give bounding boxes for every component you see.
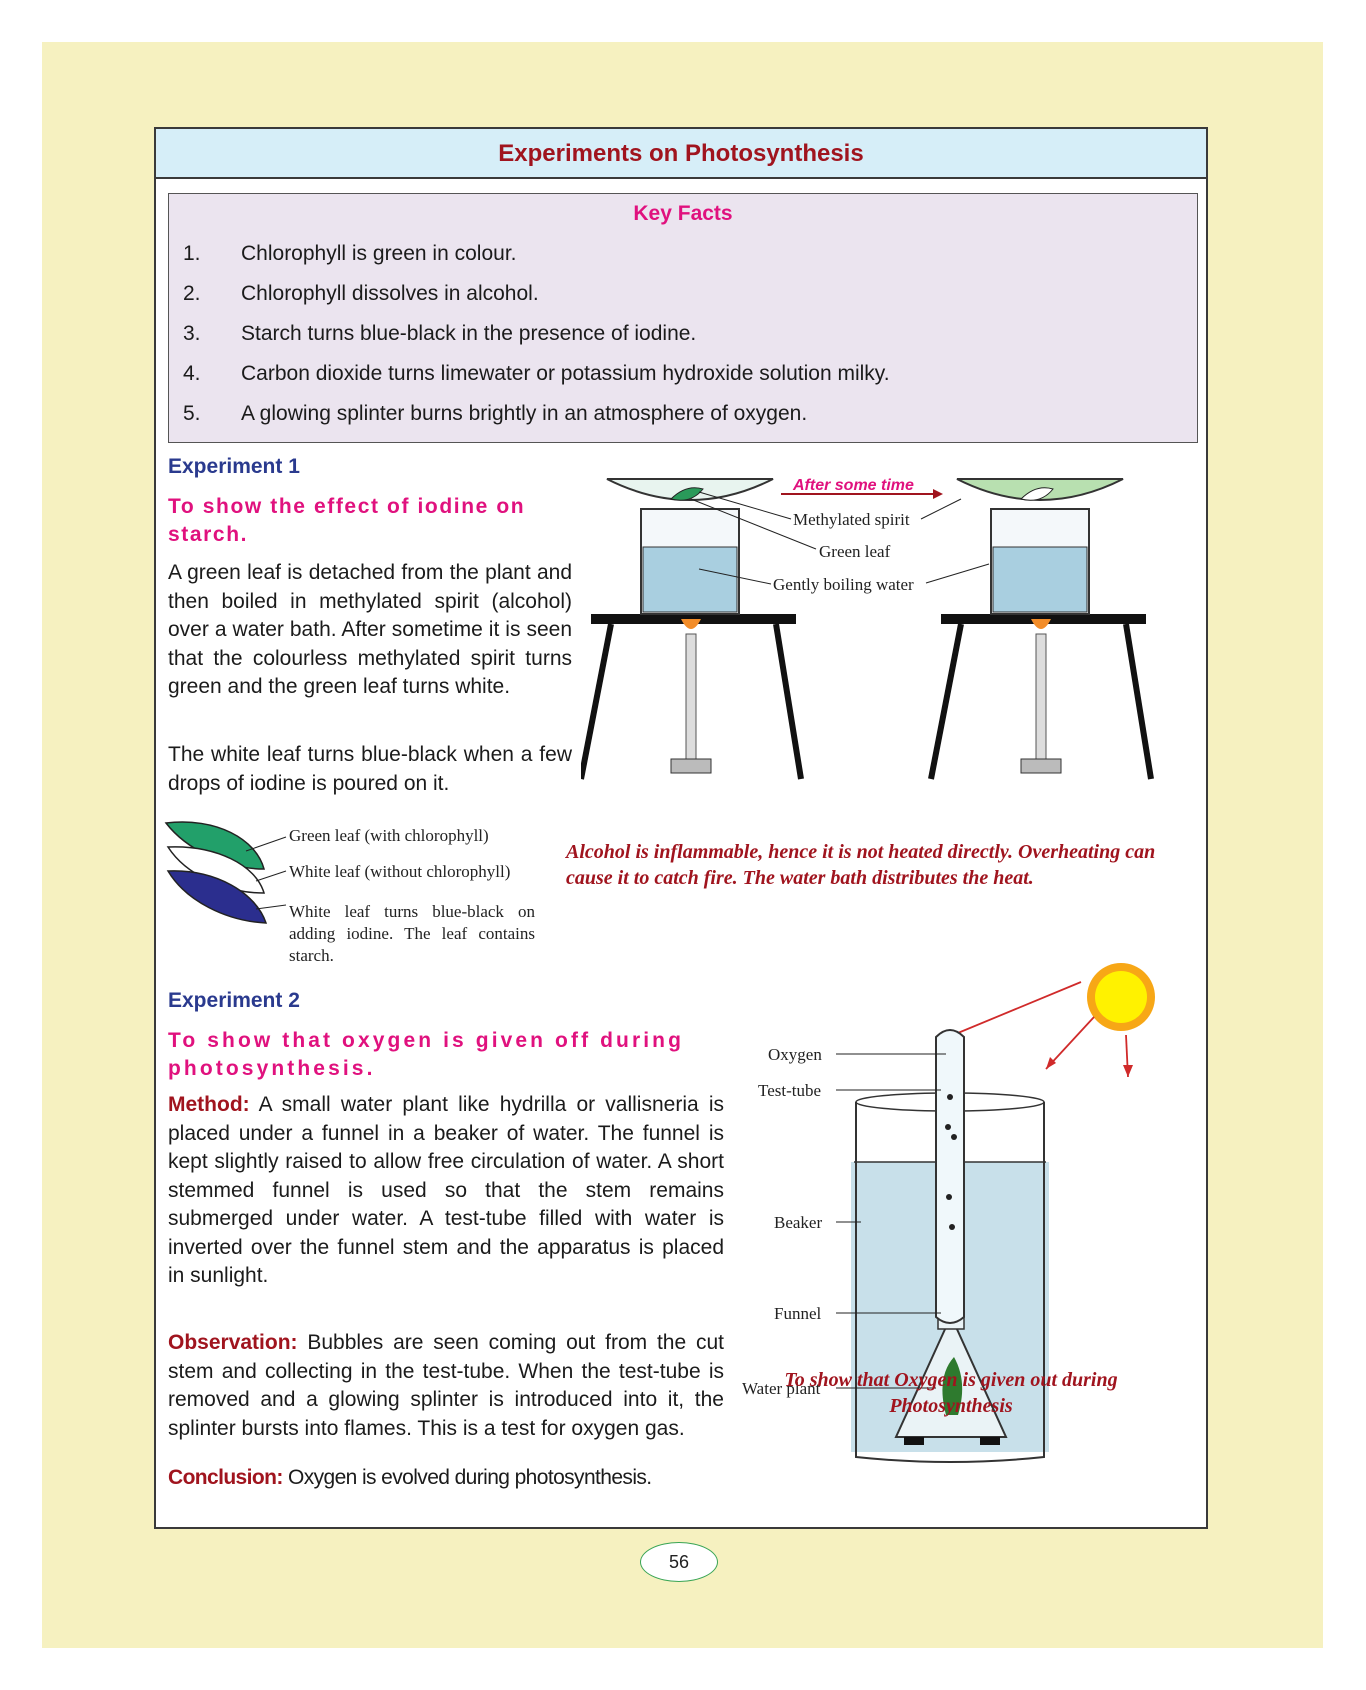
experiment2-heading: Experiment 2 <box>168 989 300 1012</box>
experiment1-para2: The white leaf turns blue-black when a few drops of iodine is poured on it. <box>168 743 572 795</box>
green-leaf-label: Green leaf (with chlorophyll) <box>289 826 489 845</box>
page-number: 56 <box>640 1542 718 1582</box>
experiment1-caption: Alcohol is inflammable, hence it is not heated directly. Overheating can cause it to catch fire. The water bath distributes the heat. <box>566 841 1156 889</box>
funnel-label: Funnel <box>774 1304 822 1323</box>
key-fact-item: 5. A glowing splinter burns brightly in an atmosphere of oxygen. <box>183 402 808 425</box>
key-facts-heading: Key Facts <box>633 202 733 225</box>
boiling-water-label: Gently boiling water <box>773 575 914 594</box>
test-tube-label: Test-tube <box>758 1081 822 1100</box>
water-bath-diagram <box>581 459 1156 819</box>
oxygen-label: Oxygen <box>768 1045 822 1064</box>
page-title: Experiments on Photosynthesis <box>156 129 1206 179</box>
key-fact-item: 1. Chlorophyll is green in colour. <box>183 242 517 265</box>
observation-paragraph: Observation: Bubbles are seen coming out from the cut stem and collecting in the test-tube. When the test-tube is removed and a glowing splinter is introduced into it, the splinter bursts into flames. This is a test for oxygen gas. <box>168 1331 724 1440</box>
apparatus-right <box>931 479 1151 779</box>
experiment2-caption: To show that Oxygen is given out during Photosynthesis <box>784 1369 1118 1417</box>
sun-icon <box>1087 963 1155 1031</box>
conclusion-label: Conclusion: <box>168 1466 283 1489</box>
water-plant-label: Water plant <box>742 1379 821 1398</box>
key-fact-item: 3. Starch turns blue-black in the presence of iodine. <box>183 322 697 345</box>
experiment2-subheading: To show that oxygen is given off during photosynthesis. <box>168 1029 685 1080</box>
experiment1-heading: Experiment 1 <box>168 455 300 478</box>
method-label: Method: <box>168 1093 250 1116</box>
white-leaf-label: White leaf (without chlorophyll) <box>289 862 511 881</box>
apparatus-left <box>581 479 801 779</box>
experiment1-para1: A green leaf is detached from the plant and then boiled in methylated spirit (alcohol) over a water bath. After sometime it is seen that the colourless methylated spirit turns green and the green leaf turns white. <box>168 561 572 698</box>
experiment1-subheading: To show the effect of iodine on starch. <box>168 495 526 546</box>
content-frame <box>154 127 1208 1529</box>
after-some-time-label: After some time <box>793 477 914 494</box>
method-paragraph: Method: A small water plant like hydrilla or vallisneria is placed under a funnel in a beaker of water. The funnel is kept slightly raised to allow free circulation of water. A short stemmed funnel is used so that the stem remains submerged under water. A test-tube filled with water is inverted over the funnel stem and the apparatus is placed in sunlight. <box>168 1093 724 1287</box>
key-fact-item: 2. Chlorophyll dissolves in alcohol. <box>183 282 539 305</box>
blue-leaf-label: White leaf turns blue-black on adding iodine. The leaf contains starch. <box>289 902 535 965</box>
beaker-label: Beaker <box>774 1213 823 1232</box>
methylated-spirit-label: Methylated spirit <box>793 510 910 529</box>
key-fact-item: 4. Carbon dioxide turns limewater or potassium hydroxide solution milky. <box>183 362 890 385</box>
conclusion-paragraph: Conclusion: Oxygen is evolved during photosynthesis. <box>168 1466 652 1489</box>
green-leaf-diagram-label: Green leaf <box>819 542 891 561</box>
key-facts-box <box>168 193 1198 443</box>
observation-label: Observation: <box>168 1331 298 1354</box>
